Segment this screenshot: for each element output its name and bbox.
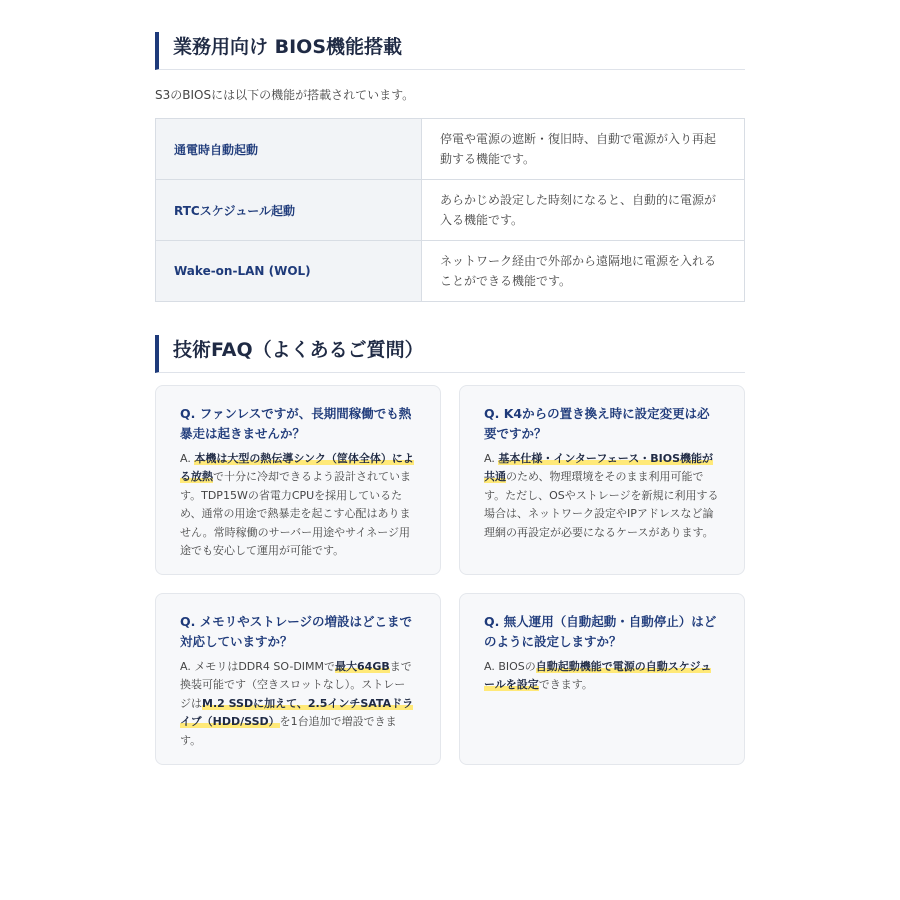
answer-highlight: 基本仕様・インターフェース・BIOS機能が共通 (484, 452, 713, 484)
feature-description: あらかじめ設定した時刻になると、自動的に電源が入る機能です。 (422, 180, 745, 241)
answer-text: で十分に冷却できるよう設計されています。TDP15Wの省電力CPUを採用しているため、通常の用途で熱暴走を起こす心配はありません。常時稼働のサーバー用途やサイネージ用途でも安心して運用が可能です。 (180, 470, 411, 558)
answer-text: A. (180, 452, 195, 465)
answer-highlight: 最大64GB (335, 660, 390, 673)
answer-text: A. (484, 452, 499, 465)
feature-description: ネットワーク経由で外部から遠隔地に電源を入れることができる機能です。 (422, 241, 745, 302)
faq-answer (484, 658, 720, 695)
faq-question: Q. K4からの置き換え時に設定変更は必要ですか？ (484, 406, 710, 441)
bios-intro: S3のBIOSには以下の機能が搭載されています。 (155, 88, 415, 102)
answer-highlight: 本機は大型の熱伝導シンク（筐体全体）による放熱 (180, 452, 414, 484)
faq-grid (155, 385, 745, 765)
answer-text: できます。 (538, 678, 593, 692)
answer-text: まで換装可能です（空きスロットなし）。ストレージは (180, 660, 412, 710)
answer-highlight: M.2 SSDに加えて、2.5インチSATAドライブ（HDD/SSD） (180, 696, 414, 729)
answer-text: を1台追加で増設できます。 (180, 715, 397, 747)
answer-text: A. BIOSの (484, 660, 536, 673)
faq-question: Q. 無人運用（自動起動・自動停止）はどのように設定しますか？ (484, 614, 717, 649)
faq-card (459, 385, 745, 575)
faq-card (155, 385, 441, 575)
faq-question: Q. メモリやストレージの増設はどこまで対応していますか？ (180, 614, 412, 649)
feature-name: 通電時自動起動 (156, 119, 422, 180)
faq-answer (180, 450, 416, 560)
faq-answer (180, 658, 416, 750)
table-row (156, 241, 745, 302)
faq-card (155, 593, 441, 765)
table-row (156, 119, 745, 180)
feature-name: Wake-on-LAN (WOL) (156, 241, 422, 302)
bios-feature-table (155, 118, 745, 302)
answer-text: A. メモリはDDR4 SO-DIMMで (180, 660, 336, 673)
faq-section-title: 技術FAQ（よくあるご質問） (155, 335, 745, 373)
faq-card (459, 593, 745, 765)
feature-description: 停電や電源の遮断・復旧時、自動で電源が入り再起動する機能です。 (422, 119, 745, 180)
faq-question: Q. ファンレスですが、長期間稼働でも熱暴走は起きませんか？ (180, 406, 412, 441)
table-row (156, 180, 745, 241)
feature-name: RTCスケジュール起動 (156, 180, 422, 241)
answer-highlight: 自動起動機能で電源の自動スケジュールを設定 (484, 660, 712, 692)
answer-text: のため、物理環境をそのまま利用可能です。ただし、OSやストレージを新規に利用する場合は、ネットワーク設定やIPアドレスなど論理網の再設定が必要になるケースがあります。 (484, 470, 719, 539)
faq-answer (484, 450, 720, 542)
bios-section-title: 業務用向け BIOS機能搭載 (155, 32, 745, 70)
content (155, 0, 745, 765)
